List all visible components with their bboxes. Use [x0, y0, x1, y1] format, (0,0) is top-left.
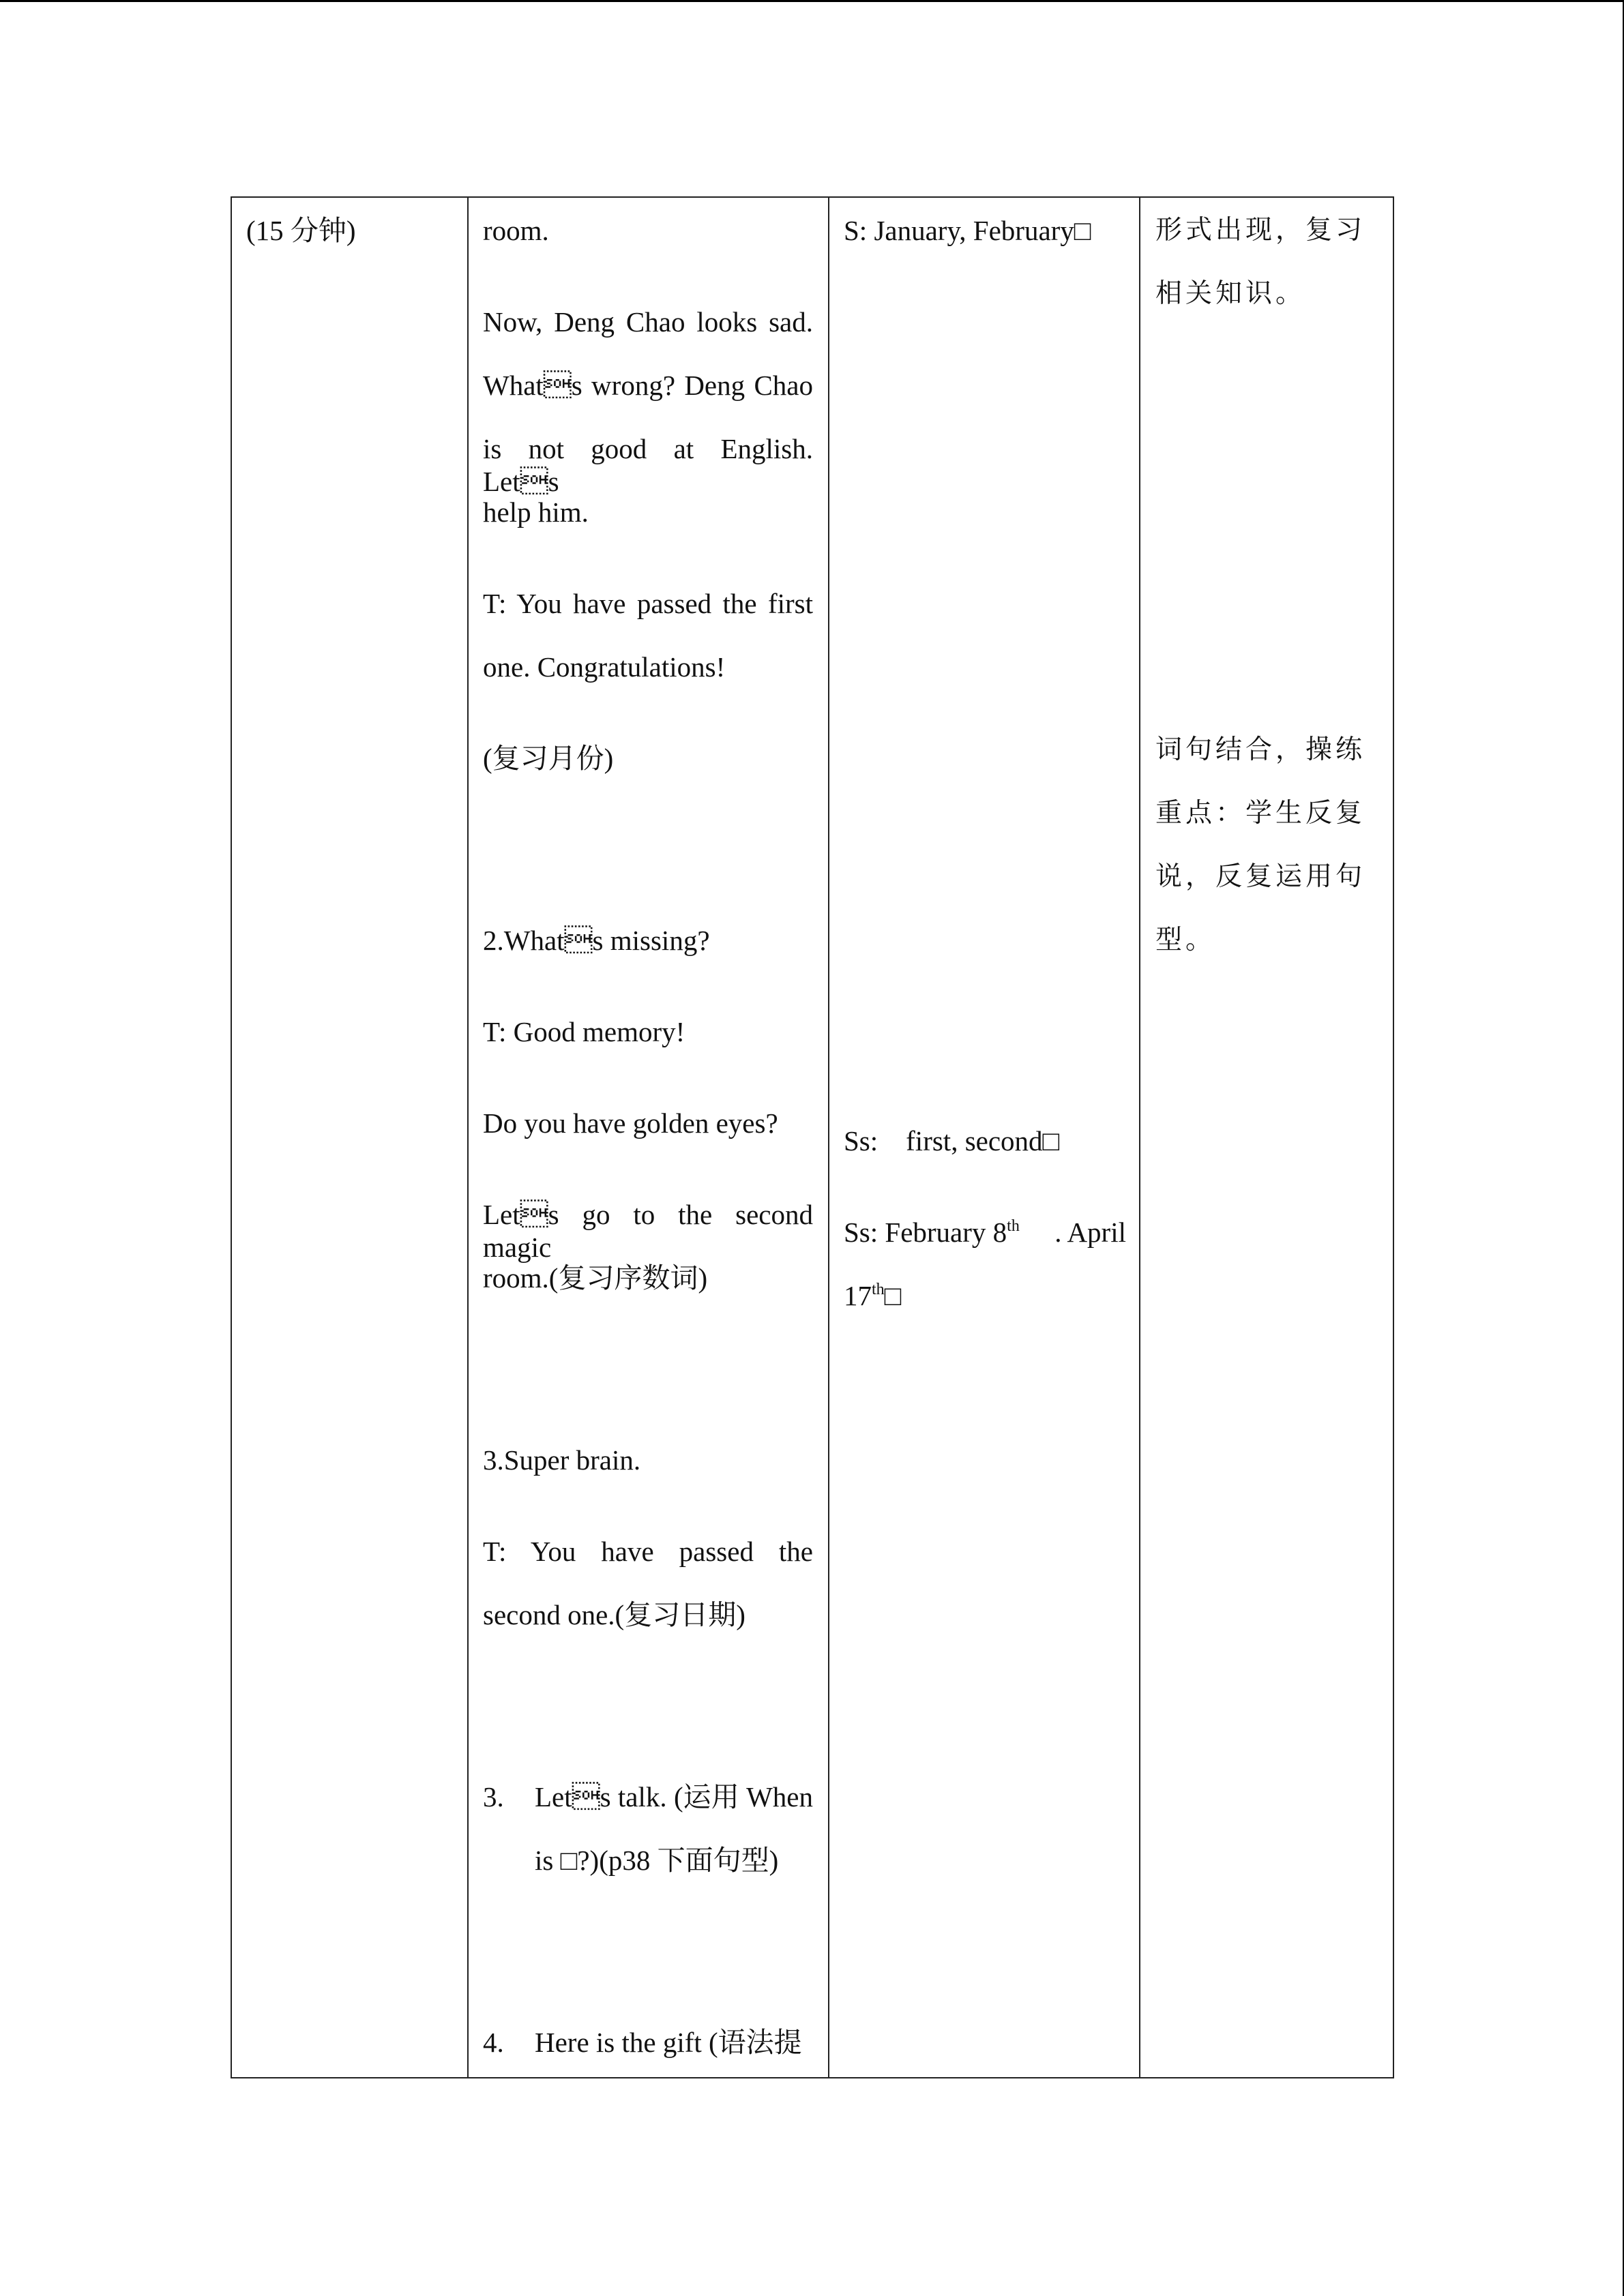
text-fragment: □	[884, 1280, 902, 1311]
duration-label: (15 分钟)	[246, 215, 356, 246]
text-line: 词句结合，操练	[1155, 734, 1366, 765]
activity-heading: 3.Super brain.	[483, 1444, 641, 1476]
text-line: T: Good memory!	[483, 1016, 685, 1047]
activity-heading: Here is the gift (语法提	[535, 2027, 802, 2058]
student-activity-cell	[829, 197, 1140, 2078]
text-line: T: You have passed the first	[483, 588, 813, 619]
ordinal-suffix: th	[1007, 1217, 1020, 1235]
text-line: help him.	[483, 496, 589, 528]
text-line: Now, Deng Chao looks sad.	[483, 306, 813, 338]
text-line: is □?)(p38 下面句型)	[535, 1845, 779, 1876]
lesson-plan-table	[231, 196, 1394, 2078]
text-fragment: 17	[844, 1280, 872, 1311]
text-line	[844, 1216, 1126, 1249]
review-note: room.(复习序数词)	[483, 1262, 708, 1294]
activity-heading: 2.Whats missing?	[483, 925, 710, 956]
text-line: 形式出现，复习	[1155, 215, 1366, 245]
table-row	[231, 197, 1393, 2078]
text-line: room.	[483, 215, 549, 246]
text-line: 说，反复运用句	[1155, 861, 1366, 892]
ordinal-suffix: th	[872, 1281, 885, 1298]
activity-heading: Lets talk. (运用 When	[535, 1781, 813, 1813]
review-note: (复习月份)	[483, 743, 614, 774]
text-line: Lets go to the second magic	[483, 1199, 813, 1263]
text-line: Ss: first, second□	[844, 1125, 1060, 1157]
text-line-part	[844, 1216, 1020, 1249]
page-top-border	[0, 0, 1624, 2]
design-intent-cell	[1140, 197, 1393, 2078]
text-line: T: You have passed the	[483, 1536, 813, 1567]
text-line: 型。	[1155, 925, 1216, 955]
text-line: S: January, February□	[844, 215, 1091, 246]
text-line: 重点：学生反复	[1155, 798, 1366, 829]
time-column-cell	[231, 197, 468, 2078]
list-number: 4.	[483, 2027, 504, 2058]
text-line: one. Congratulations!	[483, 651, 726, 683]
text-line	[844, 1279, 1126, 1312]
review-note: second one.(复习日期)	[483, 1599, 745, 1630]
text-fragment: Ss: February 8	[844, 1217, 1007, 1248]
text-line: 相关知识。	[1155, 278, 1306, 309]
list-number: 3.	[483, 1781, 504, 1813]
text-fragment: . April	[1054, 1217, 1126, 1248]
text-line: Whats wrong? Deng Chao	[483, 370, 813, 401]
text-line: Do you have golden eyes?	[483, 1107, 778, 1139]
text-line: is not good at English. Lets	[483, 433, 813, 497]
teacher-activity-cell	[468, 197, 829, 2078]
